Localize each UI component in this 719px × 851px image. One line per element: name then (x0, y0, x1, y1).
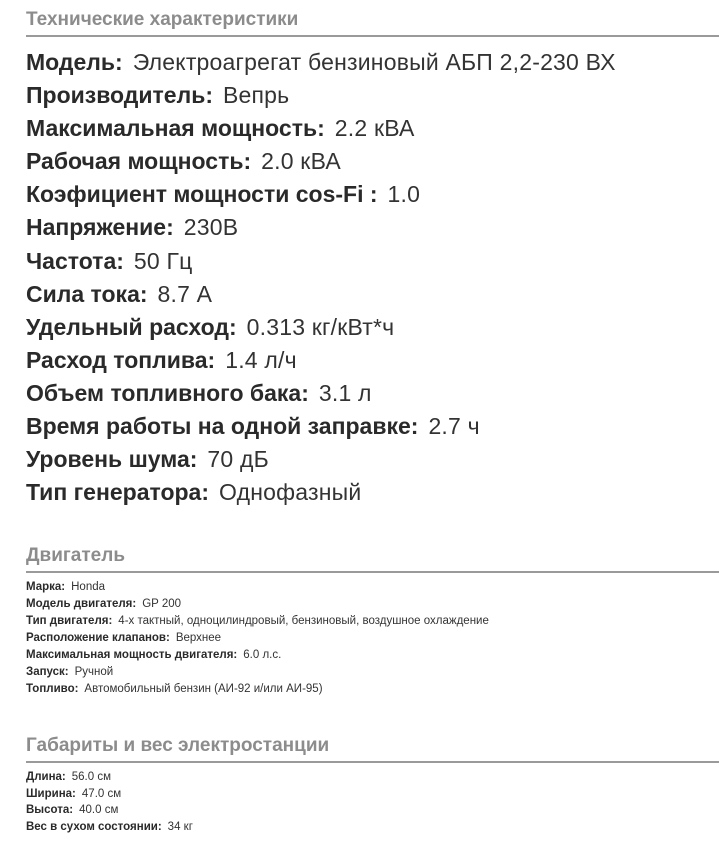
tech-specs-title: Технические характеристики (26, 9, 719, 37)
spec-value: Верхнее (175, 632, 222, 644)
spec-label: Топливо: (26, 683, 79, 695)
spec-label: Рабочая мощность: (26, 148, 252, 175)
dimensions-title: Габариты и вес электростанции (26, 735, 719, 763)
spec-value: 50 Гц (133, 247, 193, 274)
spec-value: 0.313 кг/кВт*ч (246, 313, 395, 340)
spec-row-frequency (26, 245, 719, 278)
dims-row-length (26, 769, 719, 786)
spec-label: Производитель: (26, 82, 213, 109)
engine-row-model (26, 596, 719, 613)
spec-label: Сила тока: (26, 280, 148, 307)
spec-label: Модель: (26, 49, 123, 75)
spec-label: Коэфициент мощности cos-Fi : (26, 181, 378, 208)
spec-value: 1.0 (387, 181, 421, 208)
spec-label: Ширина: (26, 787, 76, 800)
spec-label: Частота: (26, 247, 124, 274)
spec-row-rated-power (26, 145, 719, 178)
spec-label: Объем топливного бака: (26, 379, 309, 406)
spec-label: Напряжение: (26, 214, 174, 241)
engine-row-fuel (26, 681, 719, 698)
spec-row-noise (26, 443, 719, 476)
spec-value: 4-х тактный, одноцилиндровый, бензиновый, воздушное охлаждение (118, 615, 489, 627)
spec-value: 6.0 л.с. (243, 649, 282, 661)
engine-row-type (26, 613, 719, 630)
spec-value: 2.2 кВА (334, 115, 415, 142)
spec-row-max-power (26, 112, 719, 145)
tech-specs-list (26, 46, 719, 509)
engine-row-max-power (26, 647, 719, 664)
spec-value: 8.7 А (157, 280, 213, 307)
spec-value: 2.7 ч (428, 413, 480, 440)
spec-row-specific-consumption (26, 311, 719, 344)
spec-value: Ручной (74, 666, 114, 678)
spec-label: Тип генератора: (26, 479, 210, 506)
dims-row-dry-weight (26, 819, 719, 836)
spec-value: 3.1 л (318, 379, 372, 406)
spec-value: 40.0 см (79, 804, 119, 816)
engine-row-brand (26, 579, 719, 596)
dimensions-section (26, 735, 719, 835)
spec-value: Honda (71, 581, 106, 593)
spec-value: 56.0 см (71, 771, 111, 783)
spec-value: 70 дБ (207, 446, 269, 473)
spec-value: Вепрь (223, 82, 290, 109)
spec-row-manufacturer (26, 79, 719, 112)
spec-row-power-factor (26, 178, 719, 211)
spec-label: Удельный расход: (26, 313, 237, 340)
spec-label: Длина: (26, 771, 66, 783)
engine-section (26, 545, 719, 698)
spec-label: Высота: (26, 804, 74, 816)
spec-row-generator-type (26, 476, 719, 509)
spec-value: GP 200 (142, 598, 182, 610)
engine-row-valves (26, 630, 719, 647)
spec-label: Вес в сухом состоянии: (26, 820, 162, 833)
spec-row-fuel-consumption (26, 344, 719, 377)
spec-label: Модель двигателя: (26, 598, 137, 610)
tech-specs-section (26, 9, 719, 509)
spec-label: Тип двигателя: (26, 615, 113, 627)
dims-row-height (26, 802, 719, 819)
spec-row-runtime (26, 410, 719, 443)
spec-label: Максимальная мощность: (26, 115, 325, 142)
spec-value: 1.4 л/ч (225, 346, 297, 373)
spec-row-voltage (26, 211, 719, 244)
spec-label: Максимальная мощность двигателя: (26, 649, 238, 661)
spec-row-current (26, 278, 719, 311)
spec-label: Расположение клапанов: (26, 632, 170, 644)
dimensions-list (26, 769, 719, 835)
spec-value: Электроагрегат бензиновый АБП 2,2-230 ВХ (132, 49, 616, 75)
spec-value: Однофазный (219, 479, 362, 506)
engine-list (26, 579, 719, 698)
spec-label: Запуск: (26, 666, 69, 678)
spec-label: Расход топлива: (26, 346, 216, 373)
spec-label: Марка: (26, 581, 66, 593)
spec-value: 47.0 см (81, 787, 122, 800)
spec-row-tank-volume (26, 377, 719, 410)
engine-row-start (26, 664, 719, 681)
dims-row-width (26, 786, 719, 803)
spec-label: Время работы на одной заправке: (26, 413, 419, 440)
spec-value: 230В (183, 214, 239, 241)
spec-row-model (26, 46, 719, 79)
spec-label: Уровень шума: (26, 446, 198, 473)
spec-value: Автомобильный бензин (АИ-92 и/или АИ-95) (84, 683, 323, 695)
spec-value: 2.0 кВА (261, 148, 341, 175)
spec-value: 34 кг (167, 820, 193, 833)
engine-title: Двигатель (26, 545, 719, 573)
